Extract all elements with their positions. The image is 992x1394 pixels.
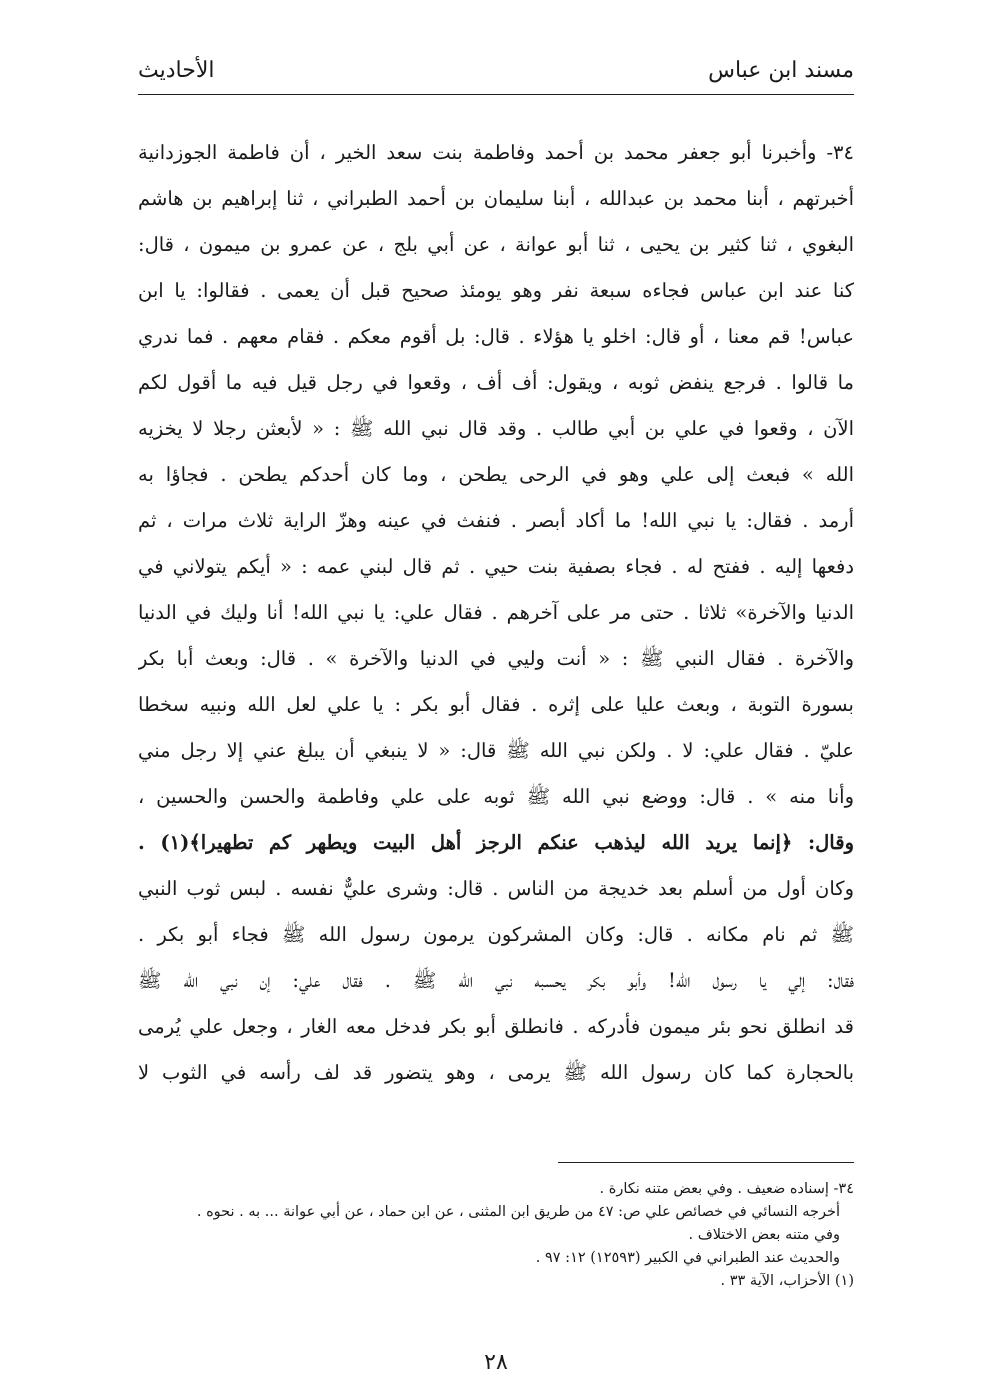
running-header — [138, 52, 854, 92]
header-section-title: الأحاديث — [138, 58, 215, 83]
footnote-line: (١) الأحزاب، الآية ٣٣ . — [720, 1273, 854, 1289]
text-line: دفعها إليه . ففتح له . فجاء بصفية بنت حيي . ثم قال لبني عمه : « أيكم يتولاني في — [138, 555, 854, 578]
text-line: ما قالوا . فرجع ينفض ثوبه ، ويقول: أف أف ، وقعوا في رجل قيل فيه ما أقول لكم — [138, 371, 854, 394]
hadith-text — [138, 130, 854, 1096]
text-line: الدنيا والآخرة» ثلاثا . حتى مر على آخرهم . فقال علي: يا نبي الله! أنا وليك في الدنيا — [138, 601, 854, 624]
text-line: البغوي ، ثنا كثير بن يحيى ، ثنا أبو عوانة ، عن أبي بلج ، عن عمرو بن ميمون ، قال: — [138, 233, 854, 256]
text-line: فقال: إلي يا رسول الله! وأبو بكر يحسبه نبي الله ﷺ . فقال علي: إن نبي الله ﷺ — [138, 969, 854, 992]
footnotes — [138, 1178, 854, 1293]
footnote-line: ٣٤- إسناده ضعيف . وفي بعض متنه نكارة . — [599, 1181, 854, 1197]
text-line: عباس! قم معنا ، أو قال: اخلو يا هؤلاء . قال: بل أقوم معكم . فقام معهم . فما ندري — [138, 325, 854, 348]
text-line: الله » فبعث إلى علي وهو في الرحى يطحن ، وما كان أحدكم يطحن . فجاؤا به — [138, 463, 854, 486]
text-line: بالحجارة كما كان رسول الله ﷺ يرمى ، وهو يتضور قد لف رأسه في الثوب لا — [138, 1061, 854, 1084]
header-divider — [138, 94, 854, 95]
text-line: وأنا منه » . قال: ووضع نبي الله ﷺ ثوبه على علي وفاطمة والحسن والحسين ، — [138, 785, 854, 808]
footnote-divider — [558, 1162, 854, 1163]
quran-verse-line: وقال: ﴿إنما يريد الله ليذهب عنكم الرجز أهل البيت ويطهر كم تطهيرا﴾(١) . — [138, 831, 854, 854]
text-line: ﷺ ثم نام مكانه . قال: وكان المشركون يرمون رسول الله ﷺ فجاء أبو بكر . — [138, 923, 854, 946]
header-book-title: مسند ابن عباس — [708, 58, 854, 83]
footnote-line: أخرجه النسائي في خصائص علي ص: ٤٧ من طريق ابن المثنى ، عن ابن حماد ، عن أبي عوانة ... به . نحوه . — [196, 1204, 840, 1220]
text-line: كنا عند ابن عباس فجاءه سبعة نفر وهو يومئذ صحيح قبل أن يعمى . فقالوا: يا ابن — [138, 279, 854, 302]
text-line: عليّ . فقال علي: لا . ولكن نبي الله ﷺ قال: « لا ينبغي أن يبلغ عني إلا رجل مني — [138, 739, 854, 762]
text-line: ٣٤- وأخبرنا أبو جعفر محمد بن أحمد وفاطمة بنت سعد الخير ، أن فاطمة الجوزدانية — [138, 141, 854, 164]
page-number: ٢٨ — [484, 1350, 508, 1375]
text-line: أرمد . فقال: يا نبي الله! ما أكاد أبصر . فنفث في عينه وهزّ الراية ثلاث مرات ، ثم — [138, 509, 854, 532]
text-line: والآخرة . فقال النبي ﷺ : « أنت وليي في الدنيا والآخرة » . قال: وبعث أبا بكر — [138, 647, 854, 670]
text-line: وكان أول من أسلم بعد خديجة من الناس . قال: وشرى عليٌّ نفسه . لبس ثوب النبي — [138, 877, 854, 900]
text-line: بسورة التوبة ، وبعث عليا على إثره . فقال أبو بكر : يا علي لعل الله ونبيه سخطا — [138, 693, 854, 716]
text-line: الآن ، وقعوا في علي بن أبي طالب . وقد قال نبي الله ﷺ : « لأبعثن رجلا لا يخزيه — [138, 417, 854, 440]
footnote-line: وفي متنه بعض الاختلاف . — [688, 1227, 840, 1243]
text-line: أخبرتهم ، أبنا محمد بن عبدالله ، أبنا سليمان بن أحمد الطبراني ، ثنا إبراهيم بن هاشم — [138, 187, 854, 210]
text-line: قد انطلق نحو بئر ميمون فأدركه . فانطلق أبو بكر فدخل معه الغار ، وجعل علي يُرمى — [138, 1015, 854, 1038]
footnote-line: والحديث عند الطبراني في الكبير (١٢٥٩٣) ١٢: ٩٧ . — [535, 1250, 840, 1266]
